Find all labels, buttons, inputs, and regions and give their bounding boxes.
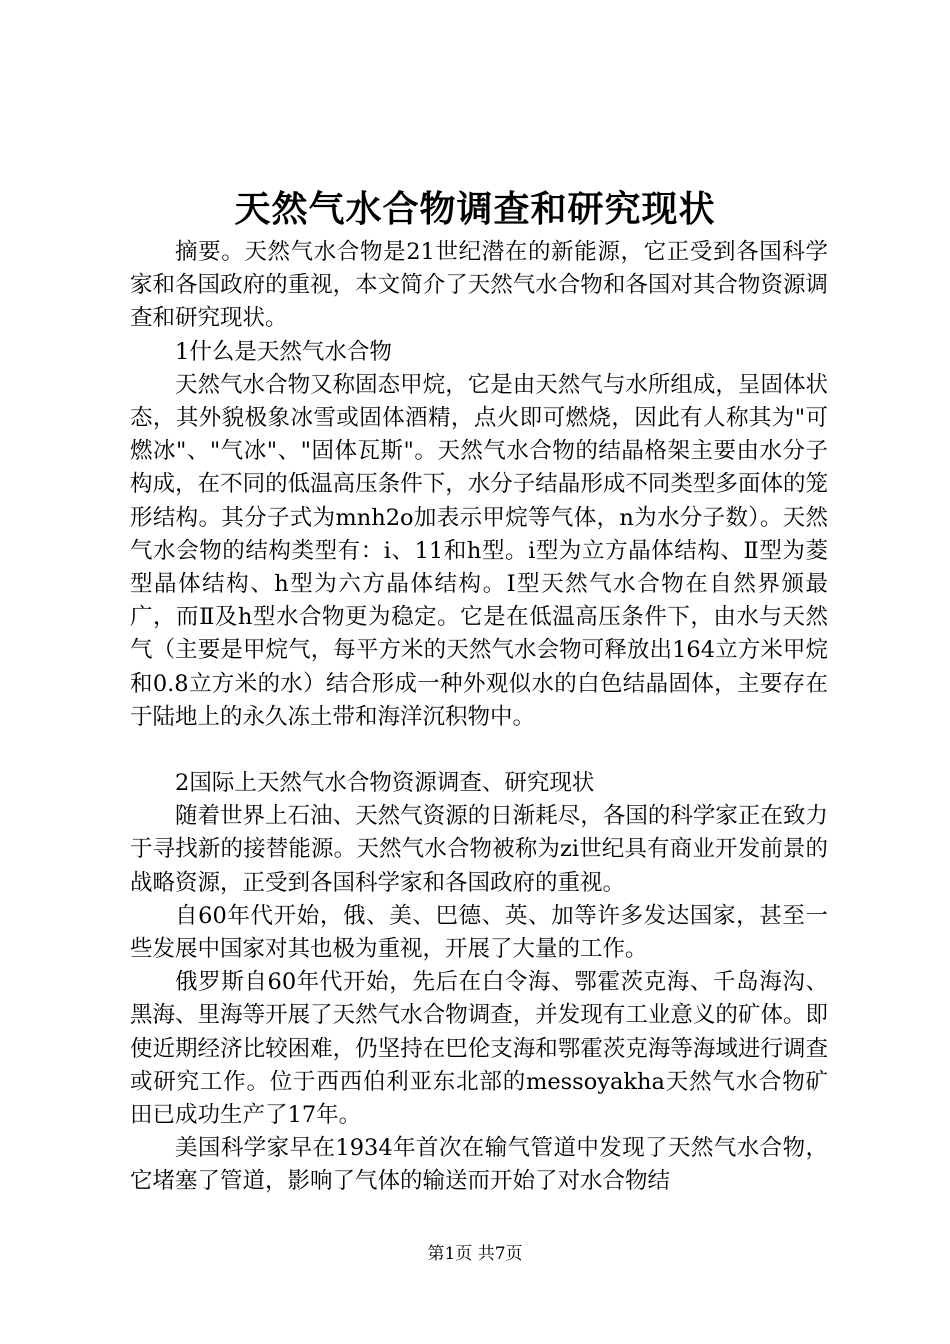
body-paragraph: 自60年代开始，俄、美、巴德、英、加等许多发达国家，甚至一些发展中国家对其也极为重视，开展了大量的工作。 <box>130 902 828 963</box>
document-title: 天然气水合物调查和研究现状 <box>234 188 716 230</box>
body-paragraph: 天然气水合物又称固态甲烷，它是由天然气与水所组成，呈固体状态，其外貌极象冰雪或固体酒精，点火即可燃烧，因此有人称其为"可燃冰"、"气冰"、"固体瓦斯"。天然气水合物的结晶格架主要由水分子构成，在不同的低温高压条件下，水分子结晶形成不同类型多面体的笼形结构。其分子式为mnh2o加表示甲烷等气体，n为水分子数）。天然气水会物的结构类型有：i、11和h型。i型为立方晶体结构、Ⅱ型为菱型晶体结构、h型为六方晶体结构。Ⅰ型天然气水合物在自然界颁最广，而Ⅱ及h型水合物更为稳定。它是在低温高压条件下，由水与天然气（主要是甲烷气，每平方米的天然气水会物可释放出164立方米甲烷和0.8立方米的水）结合形成一种外观似水的白色结晶固体，主要存在于陆地上的永久冻土带和海洋沉积物中。 <box>130 371 828 730</box>
body-paragraph: 美国科学家早在1934年首次在输气管道中发现了天然气水合物，它堵塞了管道，影响了气体的输送而开始了对水合物结 <box>130 1135 828 1195</box>
section-heading-2: 2国际上天然气水合物资源调查、研究现状 <box>175 770 595 797</box>
section-heading-1: 1什么是天然气水合物 <box>175 338 392 365</box>
abstract-paragraph: 摘要。天然气水合物是21世纪潜在的新能源，它正受到各国科学家和各国政府的重视，本文简介了天然气水合物和各国对其合物资源调查和研究现状。 <box>130 239 828 332</box>
body-paragraph: 俄罗斯自60年代开始，先后在白令海、鄂霍茨克海、千岛海沟、黑海、里海等开展了天然气水合物调查，并发现有工业意义的矿体。即使近期经济比较困难，仍坚持在巴伦支海和鄂霍茨克海等海域进行调查或研究工作。位于西西伯利亚东北部的messoyakha天然气水合物矿田已成功生产了17年。 <box>130 969 828 1129</box>
document-body <box>130 236 828 1199</box>
body-paragraph: 随着世界上石油、天然气资源的日渐耗尽，各国的科学家正在致力于寻找新的接替能源。天然气水合物被称为zi世纪具有商业开发前景的战略资源，正受到各国科学家和各国政府的重视。 <box>130 803 828 896</box>
page-footer: 第1页 共7页 <box>427 1244 523 1264</box>
